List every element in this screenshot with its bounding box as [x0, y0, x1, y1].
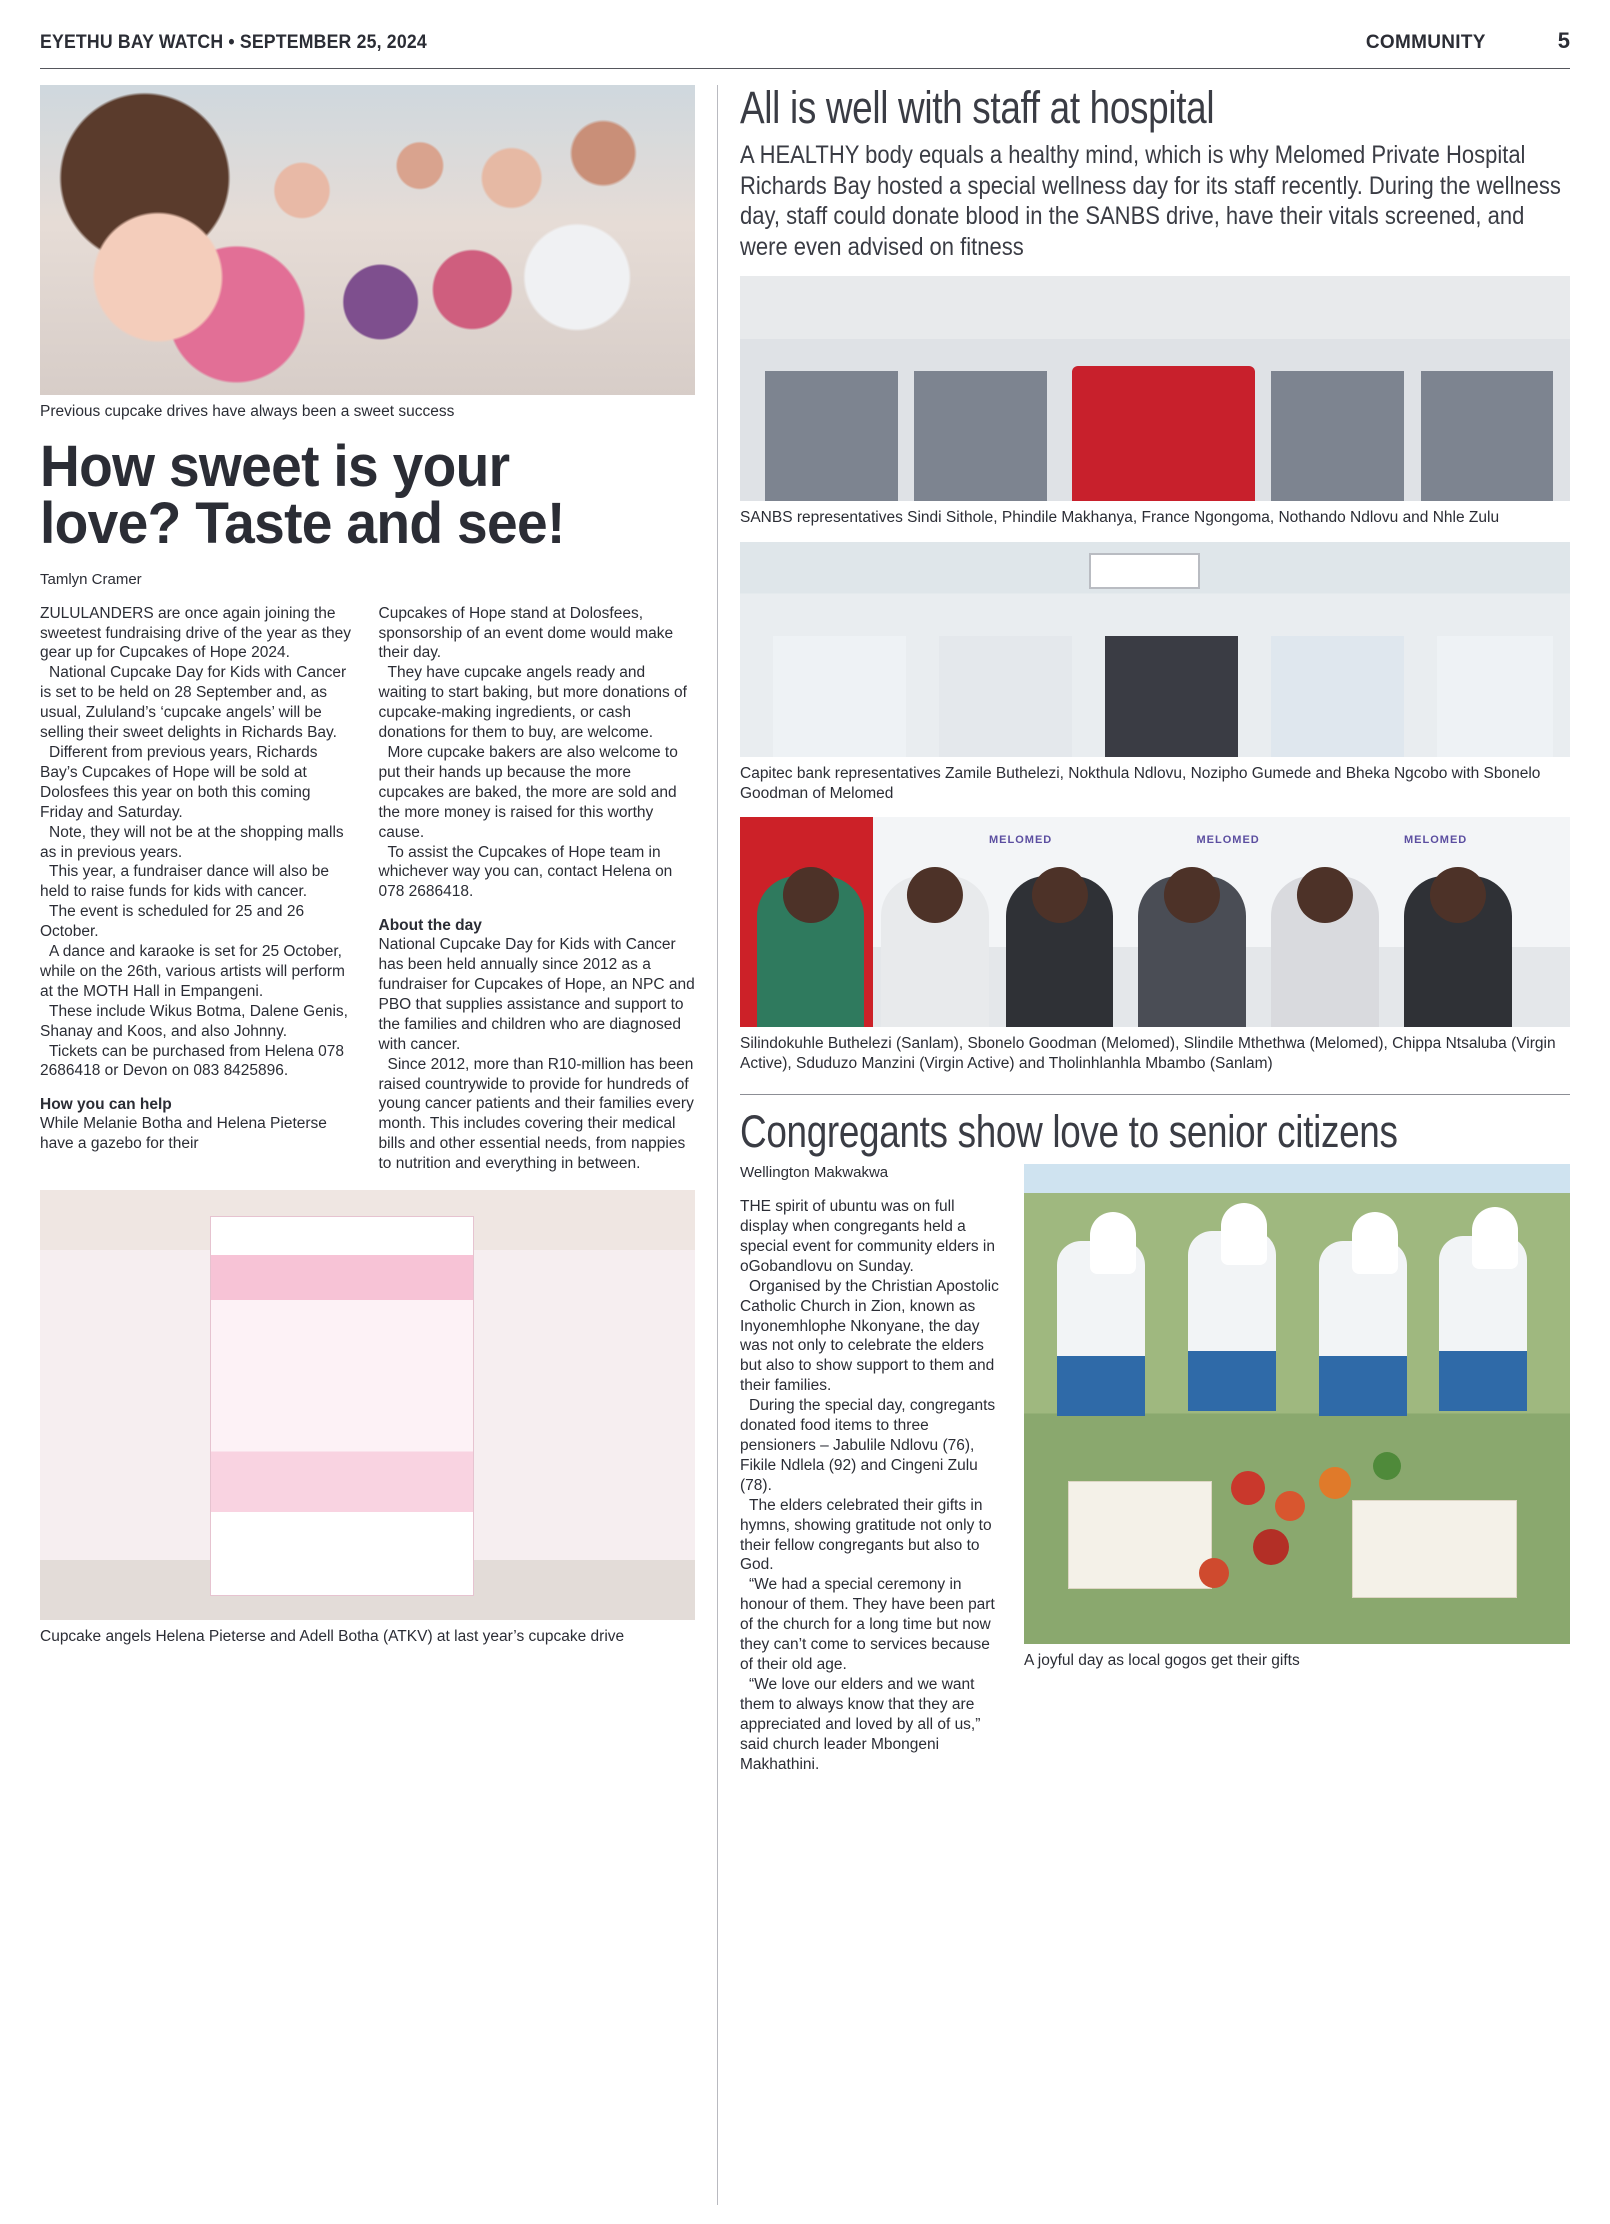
left-article-byline: Tamlyn Cramer — [40, 570, 142, 588]
left-column — [40, 85, 695, 2205]
gogos-gifts-caption: A joyful day as local gogos get their gifts — [1024, 1652, 1300, 1670]
paragraph: These include Wikus Botma, Dalene Genis, Shanay and Koos, and also Johnny. — [40, 1002, 348, 1040]
paragraph: During the special day, congregants donated food items to three pensioners – Jabulile Ndlovu (76), Fikile Ndlela (92) and Cingeni Zulu (78). — [740, 1397, 996, 1494]
column-divider — [717, 85, 718, 2205]
capitec-group-caption: Capitec bank representatives Zamile Buthelezi, Nokthula Ndlovu, Nozipho Gumede and Bheka Ngcobo with Sbonelo Goodman of Melomed — [740, 764, 1541, 802]
no-smoking-sign — [1089, 553, 1201, 589]
gogos-gifts-photo — [1024, 1164, 1570, 1644]
masthead-publication-date: EYETHU BAY WATCH • SEPTEMBER 25, 2024 — [40, 32, 427, 53]
congregants-byline: Wellington Makwakwa — [740, 1164, 889, 1182]
paragraph: “We had a special ceremony in honour of them. They have been part of the church for a long time but now they can’t come to services because of their old age. — [740, 1576, 995, 1673]
melomed-logo-1: MELOMED — [989, 834, 1053, 847]
congregants-article-body — [740, 1164, 1570, 1774]
left-article-columns — [40, 604, 695, 1174]
paragraph: This year, a fundraiser dance will also be held to raise funds for kids with cancer. — [40, 863, 330, 901]
cupcake-gazebo-caption: Cupcake angels Helena Pieterse and Adell Botha (ATKV) at last year’s cupcake drive — [40, 1628, 625, 1646]
subhead-about-the-day: About the day — [378, 917, 482, 935]
paragraph: While Melanie Botha and Helena Pieterse have a gazebo for their — [40, 1115, 327, 1153]
paragraph: ZULULANDERS are once again joining the sweetest fundraising drive of the year as they gear up for Cupcakes of Hope 2024. — [40, 604, 352, 662]
paragraph: The elders celebrated their gifts in hymns, showing gratitude not only to their fellow congregants but also to God. — [740, 1496, 992, 1574]
paragraph: National Cupcake Day for Kids with Cancer is set to be held on 28 September and, as usual, Zululand’s ‘cupcake angels’ will be selling their sweet delights in Richards Bay. — [40, 664, 347, 742]
melomed-group-photo — [740, 817, 1570, 1027]
right-column — [740, 82, 1570, 2205]
capitec-group-photo — [740, 542, 1570, 757]
paragraph: Tickets can be purchased from Helena 078 2686418 or Devon on 083 8425896. — [40, 1042, 344, 1080]
masthead-section: COMMUNITY — [1365, 32, 1486, 53]
left-article-column-2 — [379, 604, 696, 1174]
paragraph: They have cupcake angels ready and waiting to start baking, but more donations of cupcake-making ingredients, or cash donations for them to buy, are welcome. — [378, 664, 687, 742]
congregants-photo-column — [1024, 1164, 1570, 1774]
masthead-rule — [40, 68, 1570, 69]
paragraph: Different from previous years, Richards Bay’s Cupcakes of Hope will be sold at Dolosfees this year on both this coming Friday and Saturday. — [40, 743, 318, 821]
paragraph: National Cupcake Day for Kids with Cancer has been held annually since 2012 as a fundraiser for Cupcakes of Hope, an NPC and PBO that supplies assistance and support to the families and children who are diagnosed with cancer. — [378, 936, 695, 1053]
sanbs-group-photo — [740, 276, 1570, 501]
paragraph: Organised by the Christian Apostolic Catholic Church in Zion, known as Inyonemhlophe Nkonyane, the day was not only to celebrate the elders but also to show support to them and their families. — [740, 1277, 999, 1395]
hospital-article-headline: All is well with staff at hospital — [740, 82, 1215, 133]
cupcake-selfie-caption: Previous cupcake drives have always been a sweet success — [40, 403, 455, 420]
left-article-column-1 — [40, 604, 357, 1174]
paragraph: “We love our elders and we want them to always know that they are appreciated and loved by all of us,” said church leader Mbongeni Makhathini. — [740, 1675, 981, 1773]
melomed-group-caption: Silindokuhle Buthelezi (Sanlam), Sbonelo Goodman (Melomed), Slindile Mthethwa (Melomed), Chippa Ntsaluba (Virgin Active), Sduduzo Manzini (Virgin Active) and Tholinhlanhla Mbambo (Sanlam) — [740, 1035, 1556, 1073]
congregants-text-column — [740, 1164, 1000, 1774]
paragraph: A dance and karaoke is set for 25 October, while on the 26th, various artists will perform at the MOTH Hall in Empangeni. — [40, 943, 345, 1000]
masthead — [40, 28, 1570, 62]
paragraph: THE spirit of ubuntu was on full display when congregants held a special event for community elders in oGobandlovu on Sunday. — [740, 1198, 996, 1275]
melomed-logo-3: MELOMED — [1404, 834, 1468, 847]
paragraph: Since 2012, more than R10-million has been raised countrywide to provide for hundreds of young cancer patients and their families every month. This includes covering their medical bills and other essential needs, from nappies to nutrition and everything in between. — [378, 1055, 694, 1173]
cupcake-gazebo-photo — [40, 1190, 695, 1620]
melomed-logo-2: MELOMED — [1196, 834, 1260, 847]
section-rule — [740, 1094, 1570, 1095]
paragraph: To assist the Cupcakes of Hope team in whichever way you can, contact Helena on 078 2686418. — [378, 843, 673, 901]
cupcake-info-board — [210, 1216, 474, 1596]
paragraph: The event is scheduled for 25 and 26 October. — [40, 903, 305, 941]
subhead-how-you-can-help: How you can help — [40, 1096, 172, 1114]
paragraph: Note, they will not be at the shopping malls as in previous years. — [40, 823, 344, 861]
sanbs-group-caption: SANBS representatives Sindi Sithole, Phindile Makhanya, France Ngongoma, Nothando Ndlovu and Nhle Zulu — [740, 509, 1500, 526]
paragraph: More cupcake bakers are also welcome to put their hands up because the more cupcakes are baked, the more are sold and the more money is raised for this worthy cause. — [378, 743, 678, 841]
page-body — [40, 82, 1570, 2205]
hospital-article-standfirst: A HEALTHY body equals a healthy mind, which is why Melomed Private Hospital Richards Bay hosted a special wellness day for its staff recently. During the wellness day, staff could donate blood in the SANBS drive, have their vitals screened, and were even advised on fitness — [740, 141, 1561, 261]
masthead-page-number: 5 — [1557, 28, 1570, 53]
cupcake-selfie-photo — [40, 85, 695, 395]
page-title: How sweet is your love? Taste and see! — [40, 433, 565, 557]
paragraph: Cupcakes of Hope stand at Dolosfees, sponsorship of an event dome would make their day. — [378, 604, 674, 662]
congregants-article-headline: Congregants show love to senior citizens — [740, 1106, 1398, 1158]
